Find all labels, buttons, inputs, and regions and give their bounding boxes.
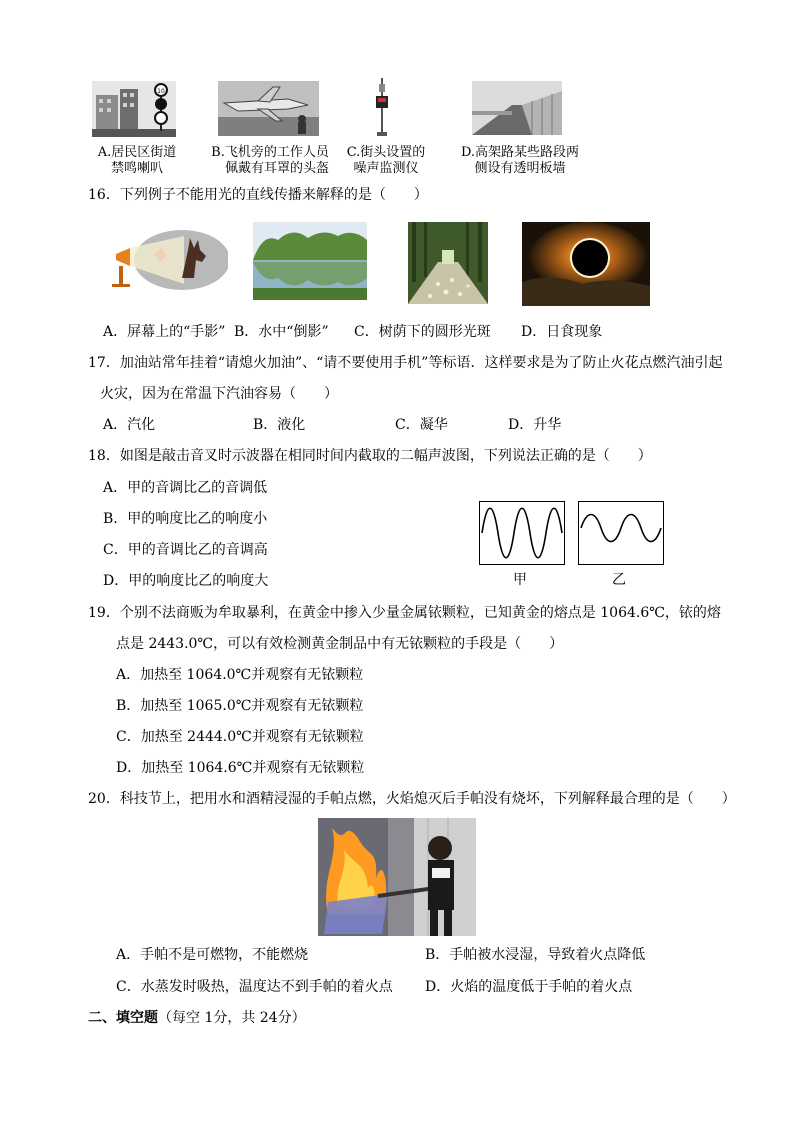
photo-water-reflection: [253, 222, 367, 300]
q15-option-b-caption: B.飞机旁的工作人员 佩戴有耳罩的头盔: [211, 145, 329, 176]
waveform-jia-label: 甲: [513, 572, 527, 588]
question-19-option-d: D．加热至 1064.6℃并观察有无铱颗粒: [116, 760, 365, 776]
photo-noise-monitor: [370, 76, 394, 138]
photo-tree-shade-spots: [408, 222, 488, 304]
question-19-option-c: C．加热至 2444.0℃并观察有无铱颗粒: [116, 729, 364, 745]
question-18-stem: 18．如图是敲击音叉时示波器在相同时间内截取的二幅声波图，下列说法正确的是（ ）: [88, 448, 652, 464]
question-19-stem-line2: 点是 2443.0℃，可以有效检测黄金制品中有无铱颗粒的手段是（ ）: [116, 636, 564, 652]
photo-burning-handkerchief: [318, 818, 476, 936]
question-16-option-a: A．屏幕上的“手影”: [103, 324, 226, 340]
photo-hand-shadow: [104, 228, 228, 292]
question-19-option-b: B．加热至 1065.0℃并观察有无铱颗粒: [116, 698, 364, 714]
question-16-stem: 16．下列例子不能用光的直线传播来解释的是（ ）: [88, 187, 428, 203]
photo-airport-worker: [218, 81, 319, 136]
photo-residential-street: [92, 81, 176, 137]
question-16-option-b: B．水中“倒影”: [234, 324, 329, 340]
question-20-option-a: A．手帕不是可燃物，不能燃烧: [116, 947, 309, 963]
question-17-stem-line1: 17．加油站常年挂着“请熄火加油”、“请不要使用手机”等标语．这样要求是为了防止火花点燃汽油引起: [88, 355, 723, 371]
photo-solar-eclipse: [522, 222, 650, 306]
photo-elevated-road-wall: [472, 81, 562, 135]
q15-option-d-caption: D.高架路某些路段两 侧设有透明板墙: [460, 145, 580, 176]
question-19-option-a: A．加热至 1064.0℃并观察有无铱颗粒: [116, 667, 364, 683]
question-17-option-a: A．汽化: [103, 417, 156, 433]
section-2-note: （每空 1分，共 24分）: [158, 1010, 306, 1026]
question-18-option-c: C．甲的音调比乙的音调高: [103, 542, 268, 558]
q15-option-c-caption: C.街头设置的 噪声监测仪: [346, 145, 426, 176]
section-2-title: 二、填空题: [88, 1010, 158, 1026]
waveform-yi: [578, 501, 664, 565]
question-17-option-b: B．液化: [253, 417, 306, 433]
question-20-stem: 20．科技节上，把用水和酒精浸湿的手帕点燃，火焰熄灭后手帕没有烧坏，下列解释最合理的是（ ）: [88, 791, 736, 807]
question-18-option-a: A．甲的音调比乙的音调低: [103, 480, 268, 496]
question-20-option-c: C．水蒸发时吸热，温度达不到手帕的着火点: [116, 979, 393, 995]
question-17-stem-line2: 火灾，因为在常温下汽油容易（ ）: [100, 386, 338, 402]
question-17-option-d: D．升华: [508, 417, 562, 433]
waveform-jia: [479, 501, 565, 565]
section-2-heading: [88, 1009, 306, 1027]
question-17-option-c: C．凝华: [395, 417, 448, 433]
question-18-option-b: B．甲的响度比乙的响度小: [103, 511, 268, 527]
question-19-stem-line1: 19．个别不法商贩为牟取暴利，在黄金中掺入少量金属铱颗粒，已知黄金的熔点是 1064.6℃，铱的熔: [88, 605, 721, 621]
waveform-yi-label: 乙: [612, 572, 626, 588]
question-16-option-d: D．日食现象: [521, 324, 603, 340]
question-20-option-d: D．火焰的温度低于手帕的着火点: [425, 979, 633, 995]
question-16-option-c: C．树荫下的圆形光斑: [354, 324, 491, 340]
svg-text:10: 10: [157, 88, 165, 95]
question-20-option-b: B．手帕被水浸湿，导致着火点降低: [425, 947, 646, 963]
q15-option-a-caption: A.居民区街道 禁鸣喇叭: [97, 145, 177, 176]
question-18-option-d: D．甲的响度比乙的响度大: [103, 573, 269, 589]
